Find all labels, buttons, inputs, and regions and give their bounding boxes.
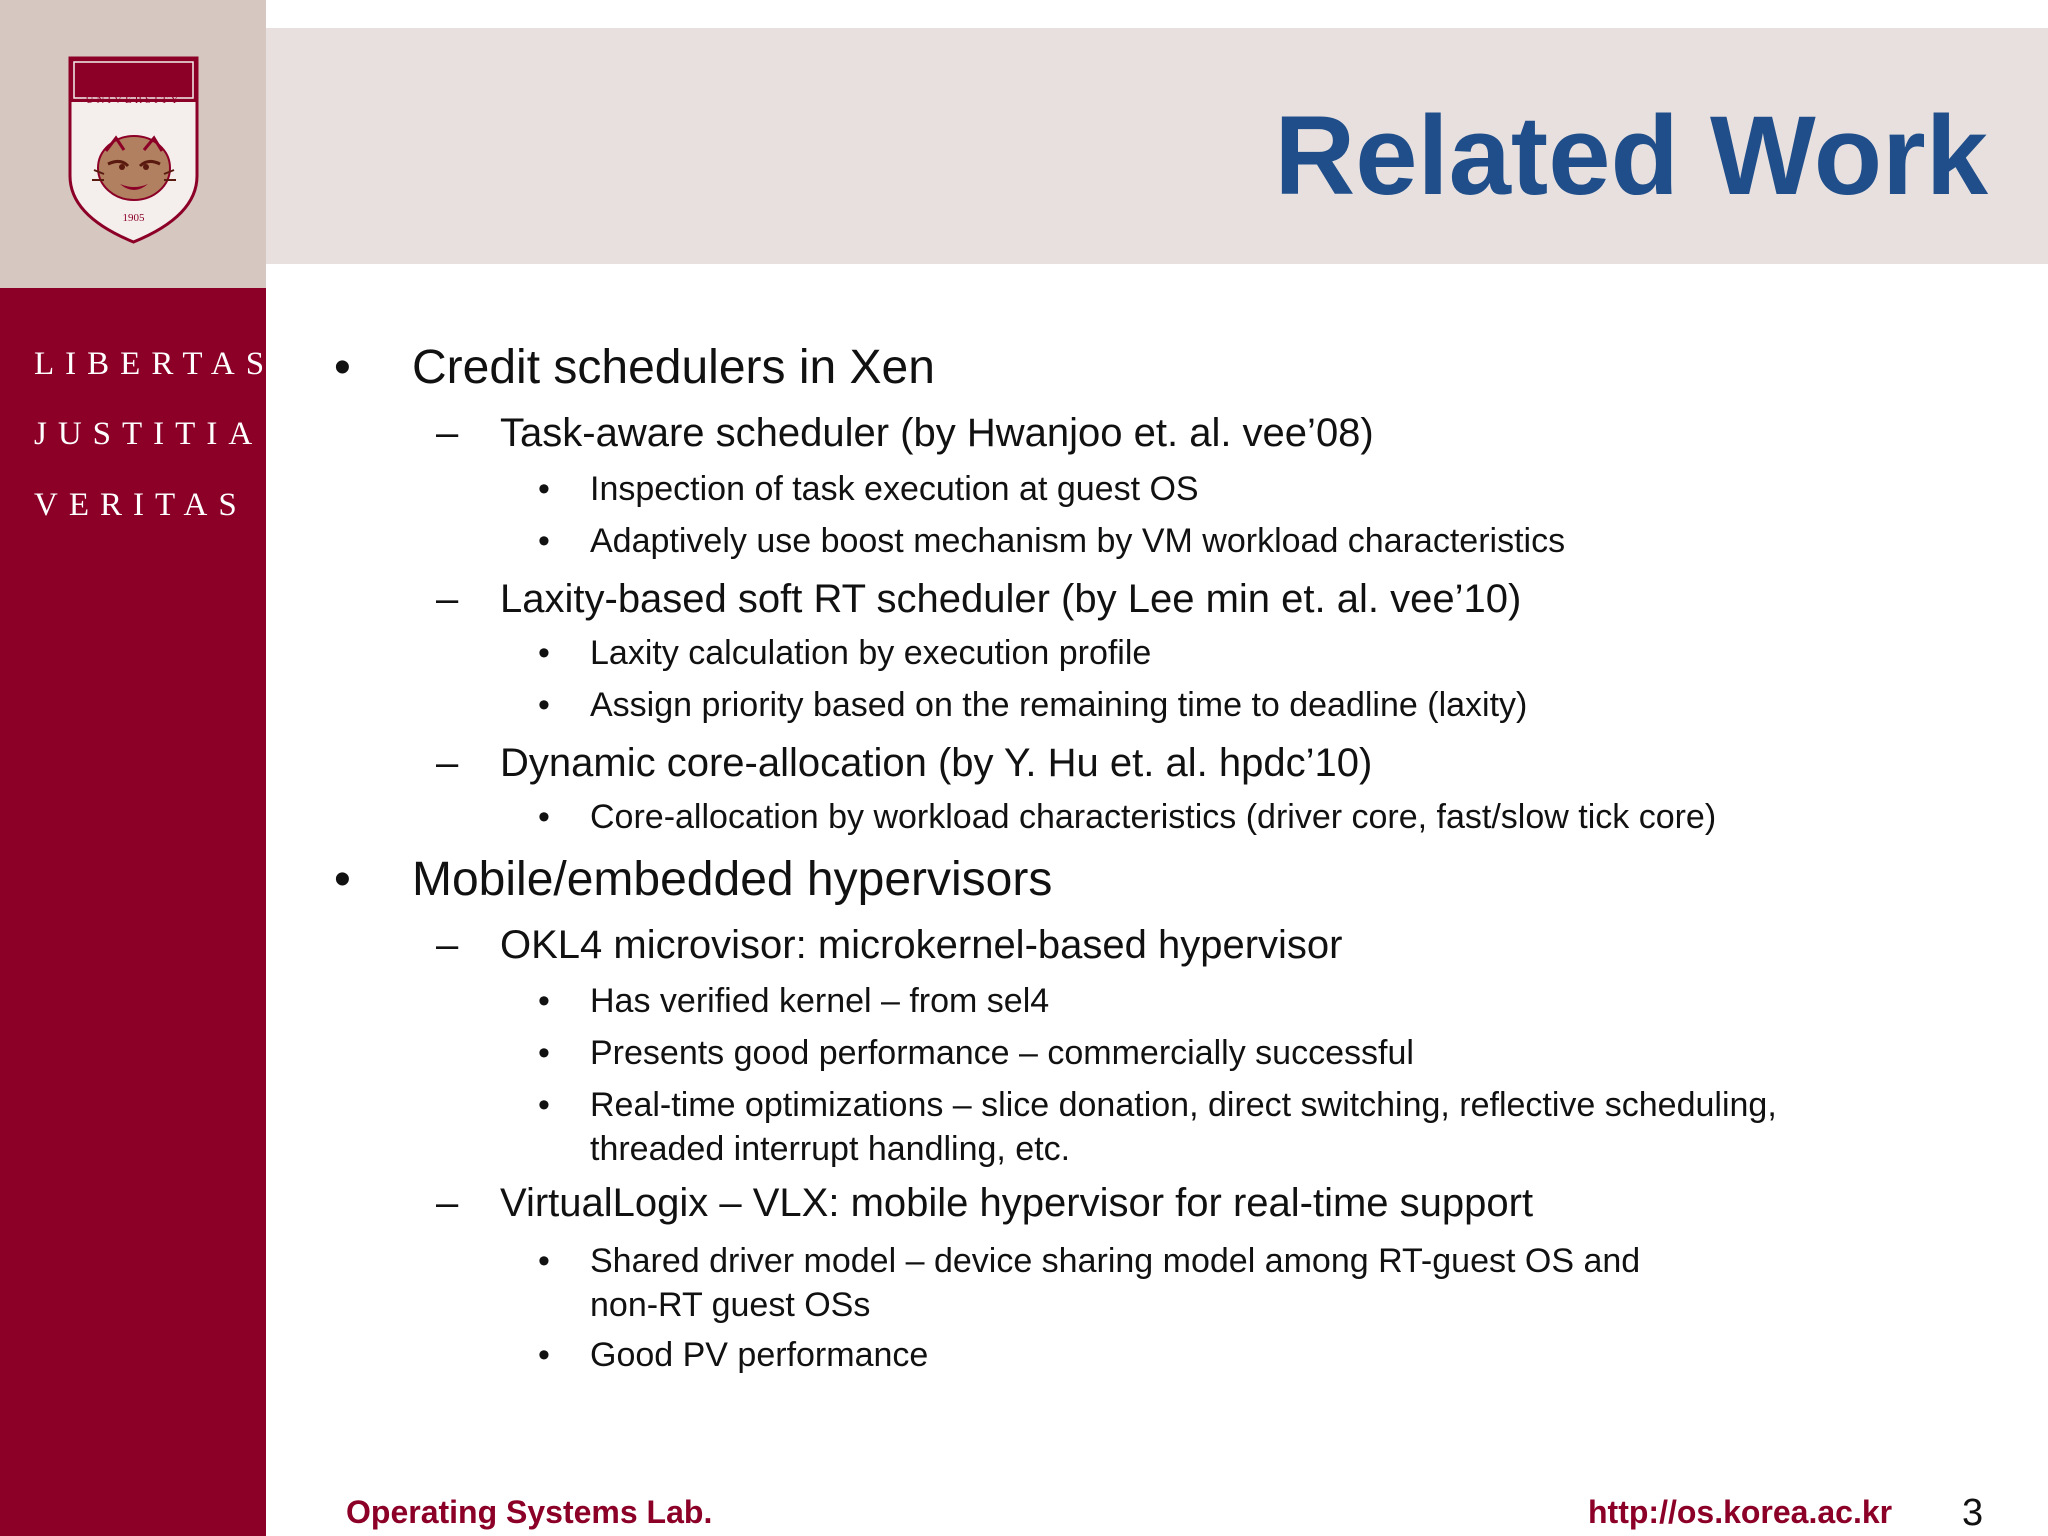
bullet-marker: •	[538, 686, 550, 724]
bullet-marker: •	[538, 1336, 550, 1374]
bullet-text: Shared driver model – device sharing model among RT-guest OS and	[590, 1242, 1641, 1280]
bullet-marker: –	[436, 1181, 459, 1225]
bullet-text-continued: threaded interrupt handling, etc.	[590, 1130, 1071, 1168]
bullet-text: Has verified kernel – from sel4	[590, 982, 1050, 1020]
bullet-marker: •	[538, 982, 550, 1020]
bullet-marker: –	[436, 577, 459, 621]
emblem-university-text: UNIVERSITY	[85, 94, 182, 106]
bullet-marker: •	[538, 470, 550, 508]
motto-veritas: VERITAS	[34, 487, 248, 523]
bullet-marker: –	[436, 741, 459, 785]
bullet-text: Dynamic core-allocation (by Y. Hu et. al. hpdc’10)	[500, 741, 1373, 785]
bullet-text: VirtualLogix – VLX: mobile hypervisor for real-time support	[500, 1181, 1534, 1225]
page-title: Related Work	[1274, 93, 1988, 218]
bullet-text: Real-time optimizations – slice donation, direct switching, reflective scheduling,	[590, 1086, 1777, 1124]
bullet-text-continued: non-RT guest OSs	[590, 1286, 871, 1324]
bullet-marker: •	[538, 1242, 550, 1280]
bullet-text: Good PV performance	[590, 1336, 929, 1374]
bullet-text: Adaptively use boost mechanism by VM workload characteristics	[590, 522, 1566, 560]
bullet-text: Presents good performance – commercially successful	[590, 1034, 1414, 1072]
bullet-marker: •	[334, 853, 351, 906]
footer-lab-name: Operating Systems Lab.	[346, 1494, 713, 1530]
bullet-text: Laxity-based soft RT scheduler (by Lee min et. al. vee’10)	[500, 577, 1522, 621]
page-number: 3	[1962, 1492, 1984, 1534]
bullet-text: Assign priority based on the remaining time to deadline (laxity)	[590, 686, 1528, 724]
bullet-text: Laxity calculation by execution profile	[590, 634, 1152, 672]
motto-libertas: LIBERTAS	[34, 346, 276, 382]
bullet-marker: •	[538, 522, 550, 560]
bullet-marker: •	[538, 634, 550, 672]
bullet-marker: –	[436, 411, 459, 455]
motto-justitia: JUSTITIA	[34, 416, 264, 452]
footer-url[interactable]: http://os.korea.ac.kr	[1588, 1494, 1893, 1530]
bullet-marker: –	[436, 923, 459, 967]
emblem-korea-text: KOREA	[81, 64, 186, 93]
bullet-text: Inspection of task execution at guest OS	[590, 470, 1199, 508]
bullet-text: Mobile/embedded hypervisors	[412, 853, 1053, 906]
bullet-marker: •	[538, 798, 550, 836]
bullet-text: Core-allocation by workload characteristics (driver core, fast/slow tick core)	[590, 798, 1717, 836]
bullet-marker: •	[538, 1086, 550, 1124]
bullet-text: OKL4 microvisor: microkernel-based hypervisor	[500, 923, 1343, 967]
bullet-marker: •	[334, 341, 351, 394]
bullet-text: Task-aware scheduler (by Hwanjoo et. al. vee’08)	[500, 411, 1374, 455]
bullet-text: Credit schedulers in Xen	[412, 341, 935, 394]
bullet-marker: •	[538, 1034, 550, 1072]
emblem-year-text: 1905	[122, 212, 145, 224]
